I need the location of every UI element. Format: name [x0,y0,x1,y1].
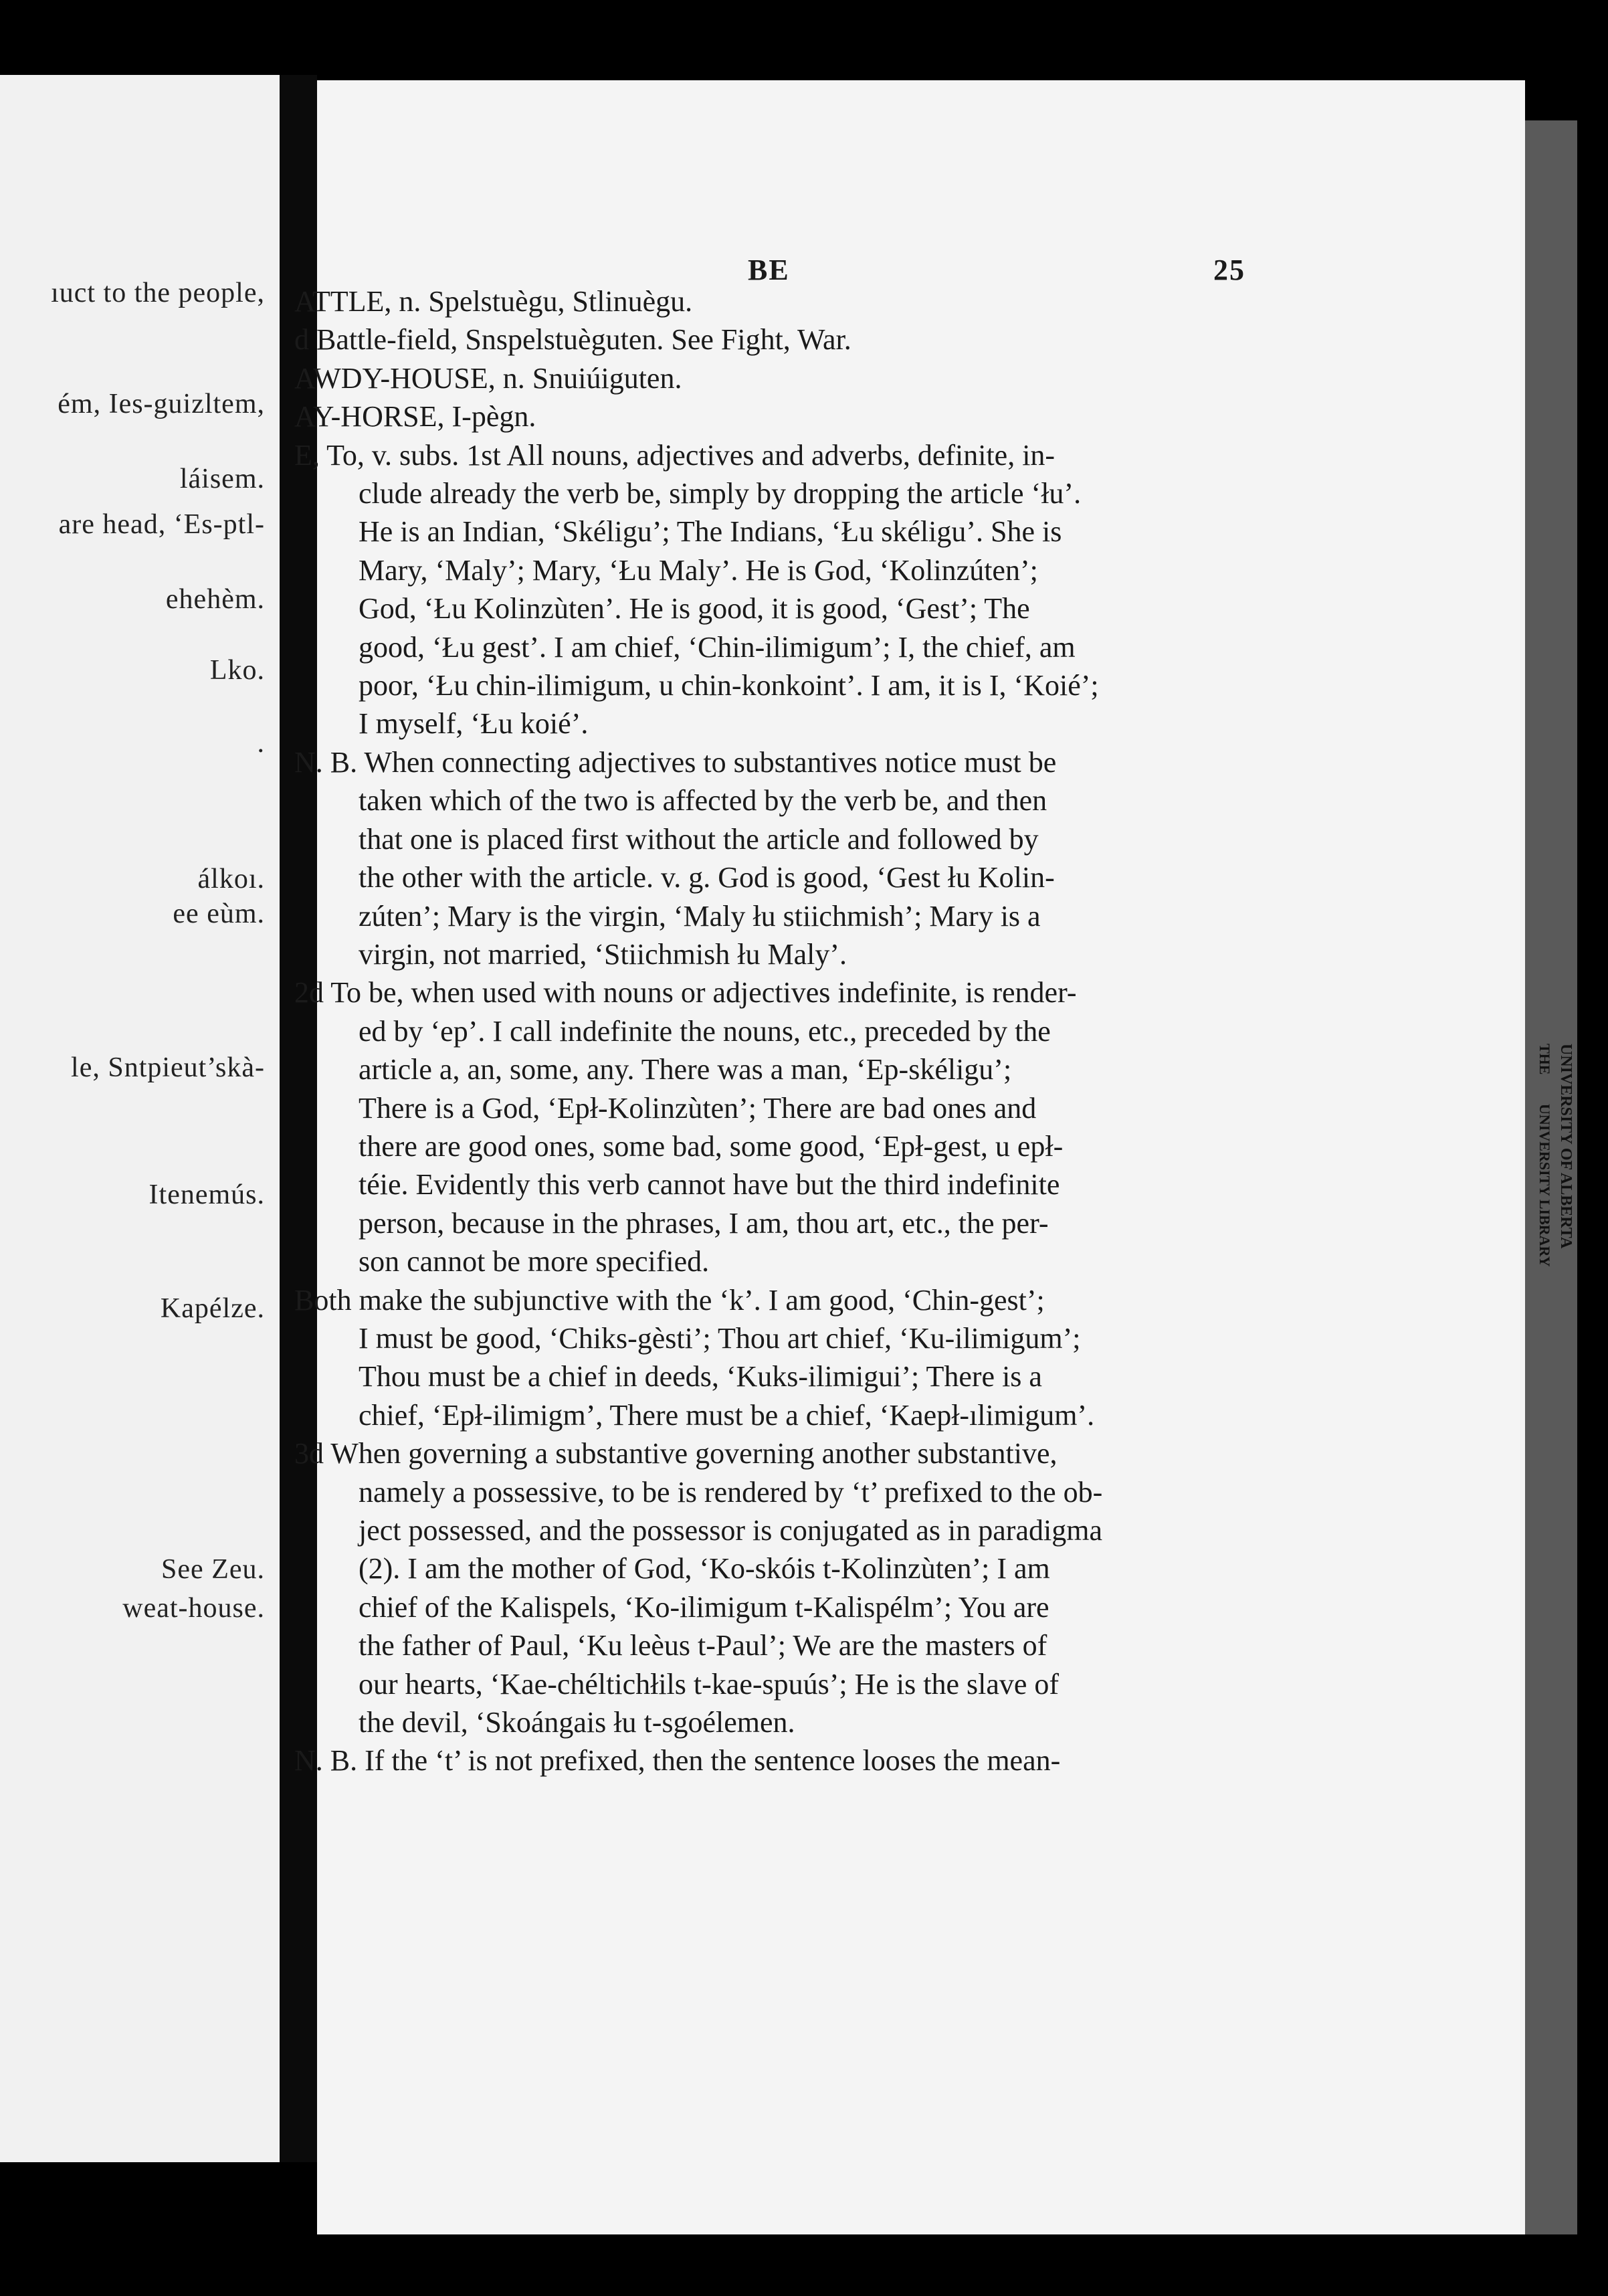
text-line: He is an Indian, ‘Skéligu’; The Indians, ‘Łu skéligu’. She is [359,515,1062,549]
text-line: téie. Evidently this verb cannot have but the third indefinite [359,1168,1060,1202]
text-line: taken which of the two is affected by the verb be, and then [359,784,1047,818]
left-fragment: Itenemús. [148,1179,265,1210]
text-line: person, because in the phrases, I am, thou art, etc., the per- [359,1206,1049,1240]
left-fragment: ém, Ies-guizltem, [58,389,265,419]
left-fragment: See Zeu. [161,1554,265,1585]
stamp-line: UNIVERSITY OF ALBERTA [1557,1044,1573,1249]
text-line: that one is placed first without the article and followed by [359,822,1039,856]
left-fragment: ehehèm. [165,584,265,615]
text-line: Both make the subjunctive with the ‘k’. I am good, ‘Chin-gest’; [294,1283,1045,1317]
left-fragment: láisem. [179,464,265,494]
text-line: namely a possessive, to be is rendered by ‘t’ prefixed to the ob- [359,1475,1103,1509]
text-line: our hearts, ‘Kae-chéltichłils t-kae-spuús’; He is the slave of [359,1667,1060,1701]
text-line: the father of Paul, ‘Ku leèus t-Paul’; We are the masters of [359,1629,1047,1662]
text-line: 2d To be, when used with nouns or adjectives indefinite, is render- [294,976,1077,1010]
text-line: N. B. If the ‘t’ is not prefixed, then the sentence looses the mean- [294,1744,1061,1778]
left-fragment: ıuct to the people, [51,278,265,308]
text-line: d Battle-field, Snspelstuèguten. See Fight, War. [294,323,851,357]
left-fragment: . [257,728,265,759]
text-line: the other with the article. v. g. God is good, ‘Gest łu Kolin- [359,861,1055,894]
text-line: Thou must be a chief in deeds, ‘Kuks-ilimigui’; There is a [359,1360,1042,1394]
text-line: ed by ‘ep’. I call indefinite the nouns, etc., preceded by the [359,1014,1051,1048]
left-fragment: weat-house. [122,1593,265,1624]
text-line: clude already the verb be, simply by dropping the article ‘łu’. [359,477,1082,510]
left-page [0,75,280,2162]
text-line: (2). I am the mother of God, ‘Ko-skóis t-Kolinzùten’; I am [359,1552,1050,1586]
text-line: AWDY-HOUSE, n. Snuiúiguten. [294,361,682,395]
text-line: I must be good, ‘Chiks-gèsti’; Thou art chief, ‘Ku-ilimigum’; [359,1321,1081,1355]
text-line: N. B. When connecting adjectives to substantives notice must be [294,745,1057,779]
text-line: the devil, ‘Skoángais łu t-sgoélemen. [359,1706,795,1739]
left-fragment: álkoı. [197,864,265,894]
stamp-line: THE [1536,1044,1553,1075]
left-fragment: le, Sntpieut’skà- [71,1052,265,1083]
page-number: 25 [1213,254,1245,286]
dictionary-body [294,282,1263,1780]
text-line: poor, ‘Łu chin-ilimigum, u chin-konkoint’. I am, it is I, ‘Koié’; [359,669,1099,702]
left-fragment: are head, ‘Es-ptl- [58,509,265,540]
text-line: E, To, v. subs. 1st All nouns, adjectives and adverbs, definite, in- [294,438,1056,472]
text-line: good, ‘Łu gest’. I am chief, ‘Chin-ilimigum’; I, the chief, am [359,630,1076,664]
text-line: chief of the Kalispels, ‘Ko-ilimigum t-Kalispélm’; You are [359,1590,1049,1624]
text-line: ATTLE, n. Spelstuègu, Stlinuègu. [294,285,693,318]
left-fragment: ee eùm. [173,898,265,929]
text-line: virgin, not married, ‘Stiichmish łu Maly’. [359,937,847,971]
text-line: chief, ‘Epł-ilimigm’, There must be a chief, ‘Kaepł-ılimigum’. [359,1398,1095,1432]
left-fragment: Lko. [209,655,265,686]
library-stamp [1529,1044,1573,1619]
text-line: Mary, ‘Maly’; Mary, ‘Łu Maly’. He is God, ‘Kolinzúten’; [359,553,1038,587]
text-line: zúten’; Mary is the virgin, ‘Maly łu stiichmish’; Mary is a [359,899,1041,933]
text-line: God, ‘Łu Kolinzùten’. He is good, it is good, ‘Gest’; The [359,592,1030,626]
stamp-line: UNIVERSITY LIBRARY [1536,1104,1553,1267]
left-fragment: Kapélze. [160,1293,265,1324]
running-head-title: BE [748,254,790,286]
text-line: There is a God, ‘Epł-Kolinzùten’; There are bad ones and [359,1091,1037,1125]
text-line: ject possessed, and the possessor is conjugated as in paradigma [359,1514,1102,1547]
text-line: 3d When governing a substantive governing another substantive, [294,1437,1058,1470]
text-line: I myself, ‘Łu koié’. [359,707,589,741]
text-line: son cannot be more specified. [359,1245,710,1278]
text-line: AY-HORSE, I-pègn. [294,400,536,434]
text-line: article a, an, some, any. There was a man, ‘Ep-skéligu’; [359,1053,1012,1086]
text-line: there are good ones, some bad, some good, ‘Epł-gest, u epł- [359,1129,1064,1163]
